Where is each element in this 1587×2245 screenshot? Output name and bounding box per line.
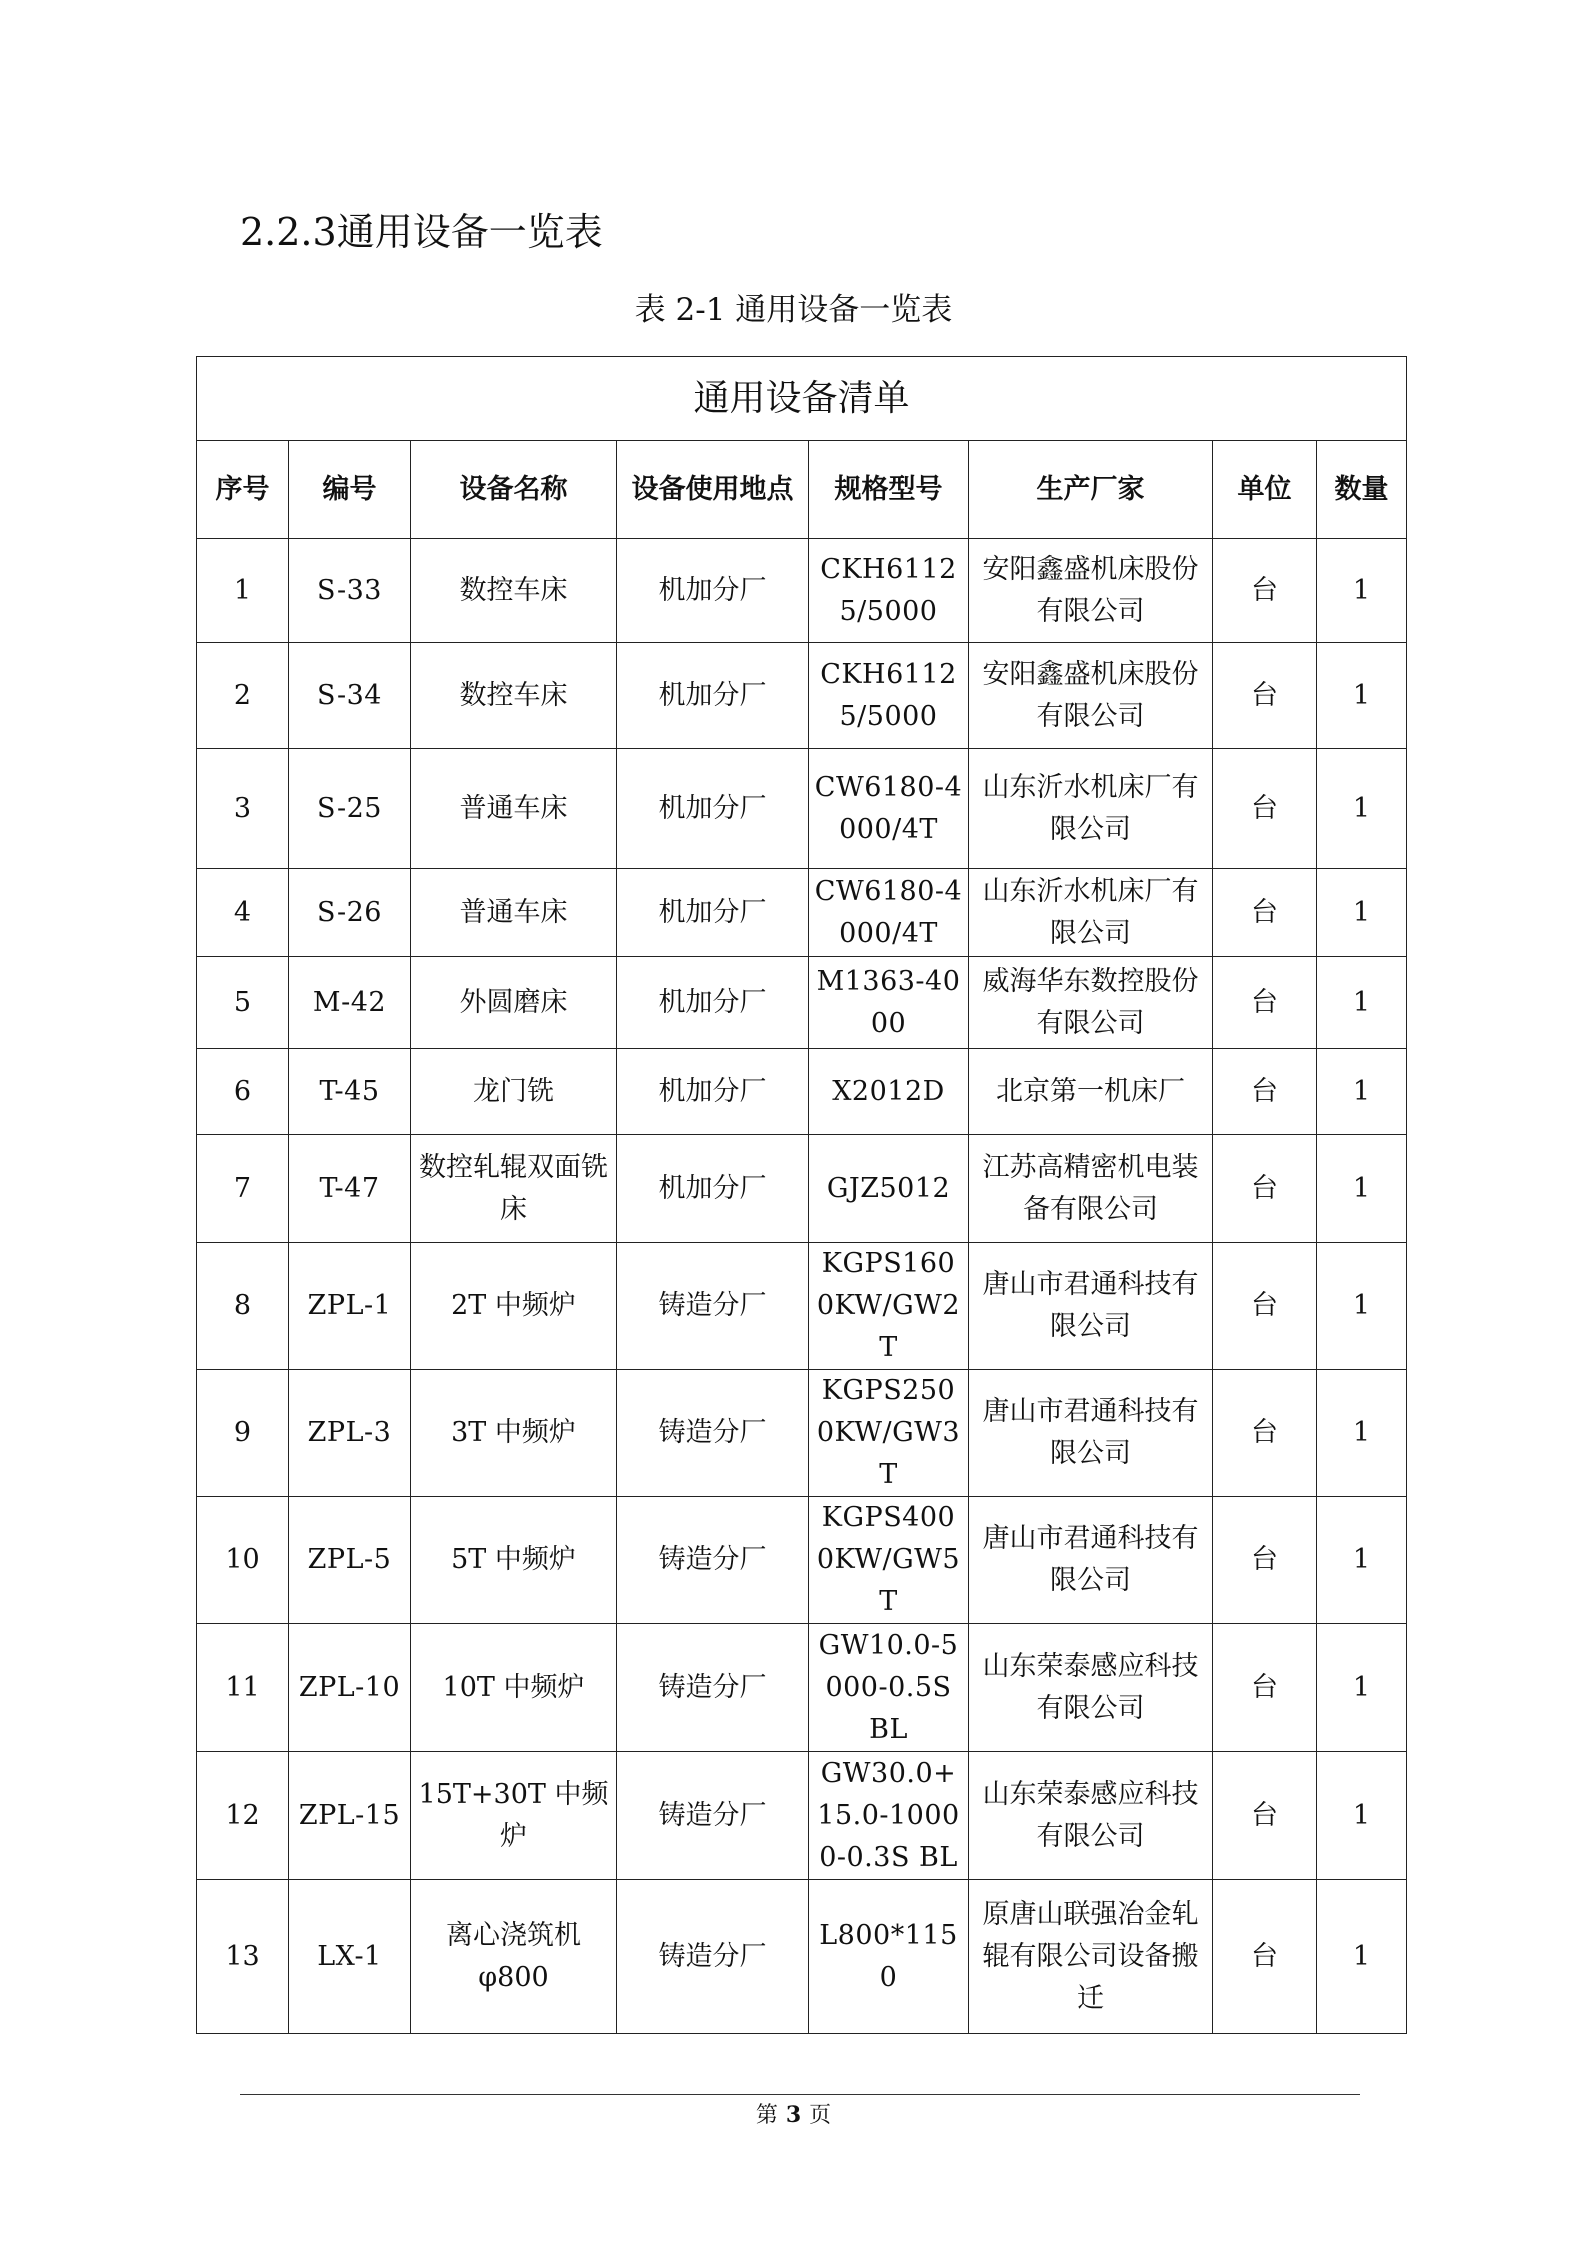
cell-unit: 台 — [1213, 869, 1317, 957]
cell-manufacturer: 江苏高精密机电装备有限公司 — [969, 1135, 1213, 1243]
table-row — [197, 643, 1407, 749]
cell-quantity: 1 — [1317, 643, 1407, 749]
footer-rule — [240, 2094, 1360, 2095]
cell-name: 龙门铣 — [411, 1049, 617, 1135]
table-row — [197, 869, 1407, 957]
cell-index: 1 — [197, 539, 289, 643]
cell-model: X2012D — [809, 1049, 969, 1135]
cell-code: S-25 — [289, 749, 411, 869]
cell-index: 9 — [197, 1370, 289, 1497]
header-quantity: 数量 — [1317, 441, 1407, 539]
cell-manufacturer: 山东沂水机床厂有限公司 — [969, 869, 1213, 957]
cell-quantity: 1 — [1317, 1049, 1407, 1135]
cell-manufacturer: 安阳鑫盛机床股份有限公司 — [969, 643, 1213, 749]
cell-index: 12 — [197, 1752, 289, 1880]
table-banner-row — [197, 357, 1407, 441]
cell-location: 铸造分厂 — [617, 1243, 809, 1370]
table-row — [197, 1880, 1407, 2034]
cell-name: 数控车床 — [411, 643, 617, 749]
cell-manufacturer: 安阳鑫盛机床股份有限公司 — [969, 539, 1213, 643]
cell-manufacturer: 山东荣泰感应科技有限公司 — [969, 1752, 1213, 1880]
cell-quantity: 1 — [1317, 1243, 1407, 1370]
cell-quantity: 1 — [1317, 1624, 1407, 1752]
table-row — [197, 957, 1407, 1049]
cell-unit: 台 — [1213, 1049, 1317, 1135]
table-row — [197, 539, 1407, 643]
cell-unit: 台 — [1213, 1243, 1317, 1370]
cell-name: 2T 中频炉 — [411, 1243, 617, 1370]
cell-unit: 台 — [1213, 539, 1317, 643]
page-number-value: 3 — [785, 2102, 802, 2128]
section-heading: 2.2.3通用设备一览表 — [240, 210, 603, 254]
cell-name: 10T 中频炉 — [411, 1624, 617, 1752]
cell-name: 3T 中频炉 — [411, 1370, 617, 1497]
cell-code: S-26 — [289, 869, 411, 957]
page-number — [0, 2100, 1587, 2131]
cell-model: CW6180-4000/4T — [809, 869, 969, 957]
cell-location: 铸造分厂 — [617, 1497, 809, 1624]
cell-manufacturer: 山东沂水机床厂有限公司 — [969, 749, 1213, 869]
cell-location: 铸造分厂 — [617, 1624, 809, 1752]
table-header-row — [197, 441, 1407, 539]
cell-quantity: 1 — [1317, 539, 1407, 643]
cell-manufacturer: 唐山市君通科技有限公司 — [969, 1370, 1213, 1497]
cell-quantity: 1 — [1317, 1135, 1407, 1243]
cell-quantity: 1 — [1317, 1880, 1407, 2034]
cell-manufacturer: 威海华东数控股份有限公司 — [969, 957, 1213, 1049]
cell-model: CW6180-4000/4T — [809, 749, 969, 869]
cell-quantity: 1 — [1317, 1752, 1407, 1880]
cell-code: ZPL-10 — [289, 1624, 411, 1752]
cell-manufacturer: 唐山市君通科技有限公司 — [969, 1243, 1213, 1370]
cell-name: 普通车床 — [411, 749, 617, 869]
cell-location: 铸造分厂 — [617, 1880, 809, 2034]
cell-model: KGPS1600KW/GW2T — [809, 1243, 969, 1370]
cell-index: 13 — [197, 1880, 289, 2034]
cell-location: 机加分厂 — [617, 643, 809, 749]
cell-index: 8 — [197, 1243, 289, 1370]
header-name: 设备名称 — [411, 441, 617, 539]
cell-manufacturer: 山东荣泰感应科技有限公司 — [969, 1624, 1213, 1752]
cell-model: CKH61125/5000 — [809, 539, 969, 643]
cell-code: T-47 — [289, 1135, 411, 1243]
cell-location: 机加分厂 — [617, 539, 809, 643]
cell-code: T-45 — [289, 1049, 411, 1135]
cell-unit: 台 — [1213, 1497, 1317, 1624]
cell-name: 15T+30T 中频炉 — [411, 1752, 617, 1880]
cell-name: 数控轧辊双面铣床 — [411, 1135, 617, 1243]
cell-model: KGPS2500KW/GW3T — [809, 1370, 969, 1497]
cell-quantity: 1 — [1317, 957, 1407, 1049]
cell-manufacturer: 北京第一机床厂 — [969, 1049, 1213, 1135]
equipment-table — [196, 356, 1407, 2034]
table-caption: 表 2-1 通用设备一览表 — [634, 292, 953, 328]
cell-model: GW30.0+15.0-10000-0.3S BL — [809, 1752, 969, 1880]
cell-unit: 台 — [1213, 1370, 1317, 1497]
cell-index: 11 — [197, 1624, 289, 1752]
cell-location: 机加分厂 — [617, 1135, 809, 1243]
cell-name: 5T 中频炉 — [411, 1497, 617, 1624]
table-row — [197, 1370, 1407, 1497]
cell-index: 6 — [197, 1049, 289, 1135]
table-row — [197, 1135, 1407, 1243]
cell-index: 10 — [197, 1497, 289, 1624]
cell-code: LX-1 — [289, 1880, 411, 2034]
cell-quantity: 1 — [1317, 749, 1407, 869]
page-prefix: 第 — [755, 2103, 778, 2128]
cell-model: GJZ5012 — [809, 1135, 969, 1243]
cell-unit: 台 — [1213, 1880, 1317, 2034]
cell-unit: 台 — [1213, 1752, 1317, 1880]
header-unit: 单位 — [1213, 441, 1317, 539]
table-row — [197, 1624, 1407, 1752]
table-row — [197, 749, 1407, 869]
page-suffix: 页 — [809, 2103, 832, 2128]
cell-unit: 台 — [1213, 749, 1317, 869]
cell-unit: 台 — [1213, 643, 1317, 749]
cell-code: M-42 — [289, 957, 411, 1049]
cell-model: M1363-4000 — [809, 957, 969, 1049]
cell-code: ZPL-3 — [289, 1370, 411, 1497]
table-row — [197, 1752, 1407, 1880]
cell-index: 2 — [197, 643, 289, 749]
cell-location: 机加分厂 — [617, 869, 809, 957]
cell-location: 机加分厂 — [617, 749, 809, 869]
cell-index: 7 — [197, 1135, 289, 1243]
cell-quantity: 1 — [1317, 869, 1407, 957]
cell-location: 铸造分厂 — [617, 1370, 809, 1497]
cell-name: 外圆磨床 — [411, 957, 617, 1049]
cell-location: 铸造分厂 — [617, 1752, 809, 1880]
cell-code: S-34 — [289, 643, 411, 749]
header-manufacturer: 生产厂家 — [969, 441, 1213, 539]
cell-code: ZPL-15 — [289, 1752, 411, 1880]
cell-location: 机加分厂 — [617, 957, 809, 1049]
cell-quantity: 1 — [1317, 1370, 1407, 1497]
cell-name: 数控车床 — [411, 539, 617, 643]
cell-index: 4 — [197, 869, 289, 957]
cell-name: 普通车床 — [411, 869, 617, 957]
cell-index: 3 — [197, 749, 289, 869]
header-code: 编号 — [289, 441, 411, 539]
cell-unit: 台 — [1213, 1135, 1317, 1243]
header-location: 设备使用地点 — [617, 441, 809, 539]
cell-model: L800*1150 — [809, 1880, 969, 2034]
cell-index: 5 — [197, 957, 289, 1049]
cell-unit: 台 — [1213, 1624, 1317, 1752]
cell-code: ZPL-1 — [289, 1243, 411, 1370]
cell-unit: 台 — [1213, 957, 1317, 1049]
table-row — [197, 1243, 1407, 1370]
table-row — [197, 1497, 1407, 1624]
cell-model: GW10.0-5000-0.5S BL — [809, 1624, 969, 1752]
table-row — [197, 1049, 1407, 1135]
table-banner: 通用设备清单 — [197, 357, 1407, 441]
cell-location: 机加分厂 — [617, 1049, 809, 1135]
cell-quantity: 1 — [1317, 1497, 1407, 1624]
cell-code: ZPL-5 — [289, 1497, 411, 1624]
cell-manufacturer: 唐山市君通科技有限公司 — [969, 1497, 1213, 1624]
cell-model: KGPS4000KW/GW5T — [809, 1497, 969, 1624]
cell-model: CKH61125/5000 — [809, 643, 969, 749]
cell-code: S-33 — [289, 539, 411, 643]
cell-manufacturer: 原唐山联强冶金轧辊有限公司设备搬迁 — [969, 1880, 1213, 2034]
header-model: 规格型号 — [809, 441, 969, 539]
cell-name: 离心浇筑机φ800 — [411, 1880, 617, 2034]
header-index: 序号 — [197, 441, 289, 539]
